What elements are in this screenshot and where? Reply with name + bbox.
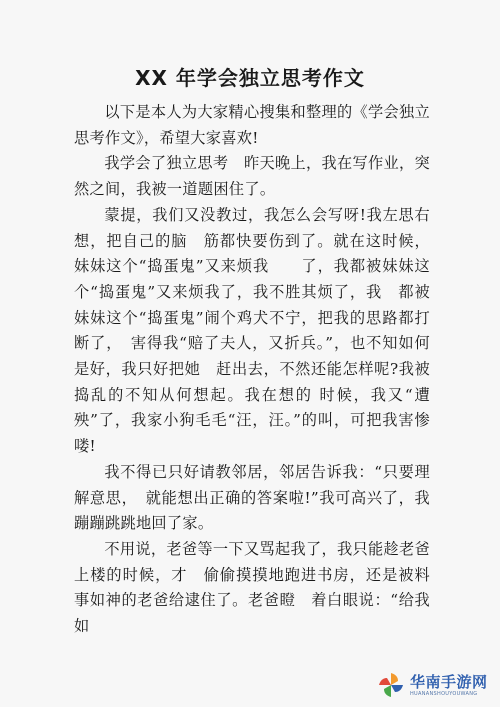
paragraph-1: 我学会了独立思考 昨天晚上，我在写作业，突然之间，我被一道题困住了。 — [74, 154, 430, 199]
document-body — [74, 100, 430, 640]
watermark-subtitle: HUANANSHOUYOUWANG — [410, 691, 478, 697]
paragraph-2: 蒙提，我们又没教过，我怎么会写呀!我左思右想，把自己的脑 筋都快要伤到了。就在这时候，妹妹这个“捣蛋鬼”又来烦我 了，我都被妹妹这个“捣蛋鬼”又来烦我了，我不胜其烦了，我 都被妹妹这个“捣蛋鬼”闹个鸡犬不宁，把我的思路都打断了， 害得我“赔了夫人，又折兵。”，也不知如何是好，我只好把她 赶出去，不然还能怎样呢?我被捣乱的不知从何想起。我在想的 时候，我又“遭殃”了，我家小狗毛毛“汪，汪。”的叫，可把我害惨喽! — [74, 205, 430, 456]
paragraph-4: 不用说，老爸等一下又骂起我了，我只能趁老爸上楼的时候，才 偷偷摸摸地跑进书房，还是被料事如神的老爸给逮住了。老爸瞪 着白眼说：“给我如 — [74, 539, 430, 636]
document-title: XX 年学会独立思考作文 — [135, 66, 365, 90]
paragraph-intro: 以下是本人为大家精心搜集和整理的《学会独立思考作文》，希望大家喜欢! — [74, 103, 430, 147]
pinwheel-logo-icon — [376, 671, 406, 699]
site-watermark — [372, 667, 492, 703]
watermark-brand: 华南手游网 — [410, 673, 488, 691]
paragraph-3: 我不得已只好请教邻居，邻居告诉我：“只要理解意思， 就能想出正确的答案啦!”我可高兴了，我蹦蹦跳跳地回了家。 — [74, 462, 430, 533]
